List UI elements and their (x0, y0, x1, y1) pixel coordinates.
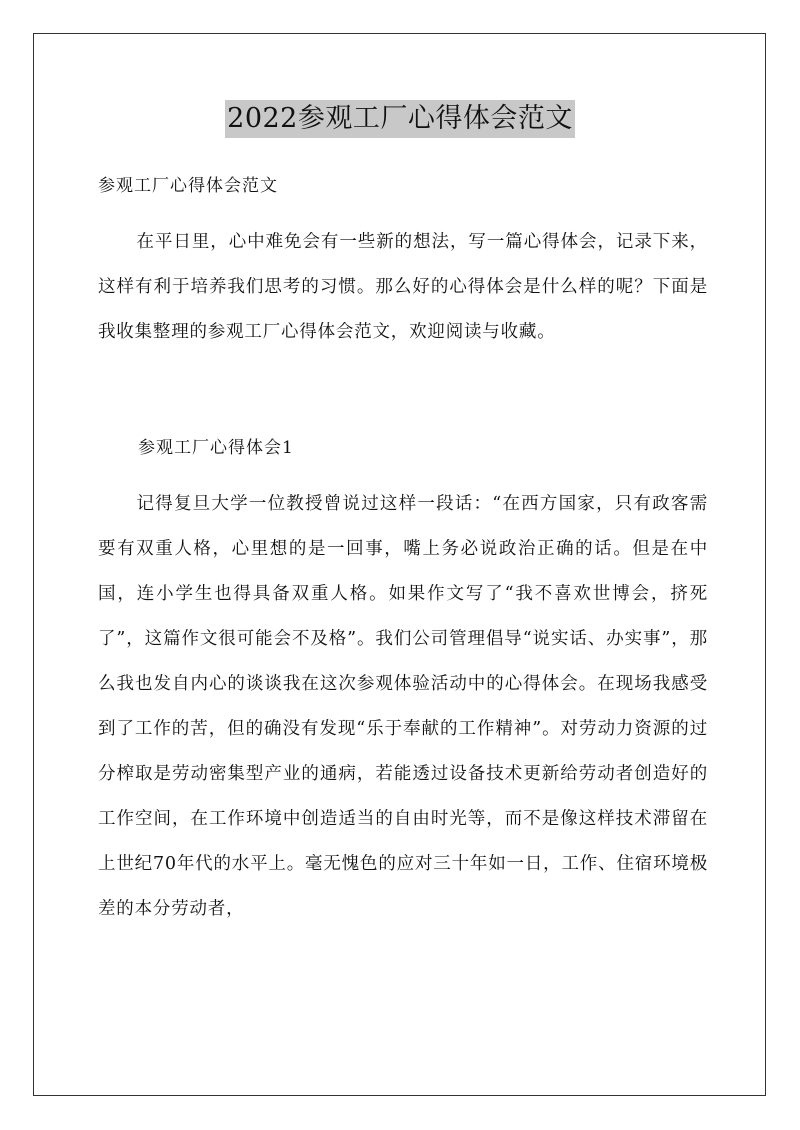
document-subtitle: 参观工厂心得体会范文 (98, 176, 278, 196)
title-container (0, 100, 800, 138)
body-paragraph: 记得复旦大学一位教授曾说过这样一段话：“在西方国家，只有政客需要有双重人格，心里想的是一回事，嘴上务必说政治正确的话。但是在中国，连小学生也得具备双重人格。如果作文写了“我不喜欢世博会，挤死了”，这篇作文很可能会不及格”。我们公司管理倡导“说实话、办实事”，那么我也发自内心的谈谈我在这次参观体验活动中的心得体会。在现场我感受到了工作的苦，但的确没有发现“乐于奉献的工作精神”。对劳动力资源的过分榨取是劳动密集型产业的通病，若能透过设备技术更新给劳动者创造好的工作空间，在工作环境中创造适当的自由时光等，而不是像这样技术滞留在上世纪70年代的水平上。毫无愧色的应对三十年如一日，工作、住宿环境极差的本分劳动者， (98, 494, 708, 919)
section-heading: 参观工厂心得体会1 (138, 438, 294, 458)
intro-paragraph: 在平日里，心中难免会有一些新的想法，写一篇心得体会，记录下来，这样有利于培养我们思考的习惯。那么好的心得体会是什么样的呢？下面是我收集整理的参观工厂心得体会范文，欢迎阅读与收藏。 (98, 232, 708, 342)
document-title: 2022参观工厂心得体会范文 (225, 100, 575, 138)
